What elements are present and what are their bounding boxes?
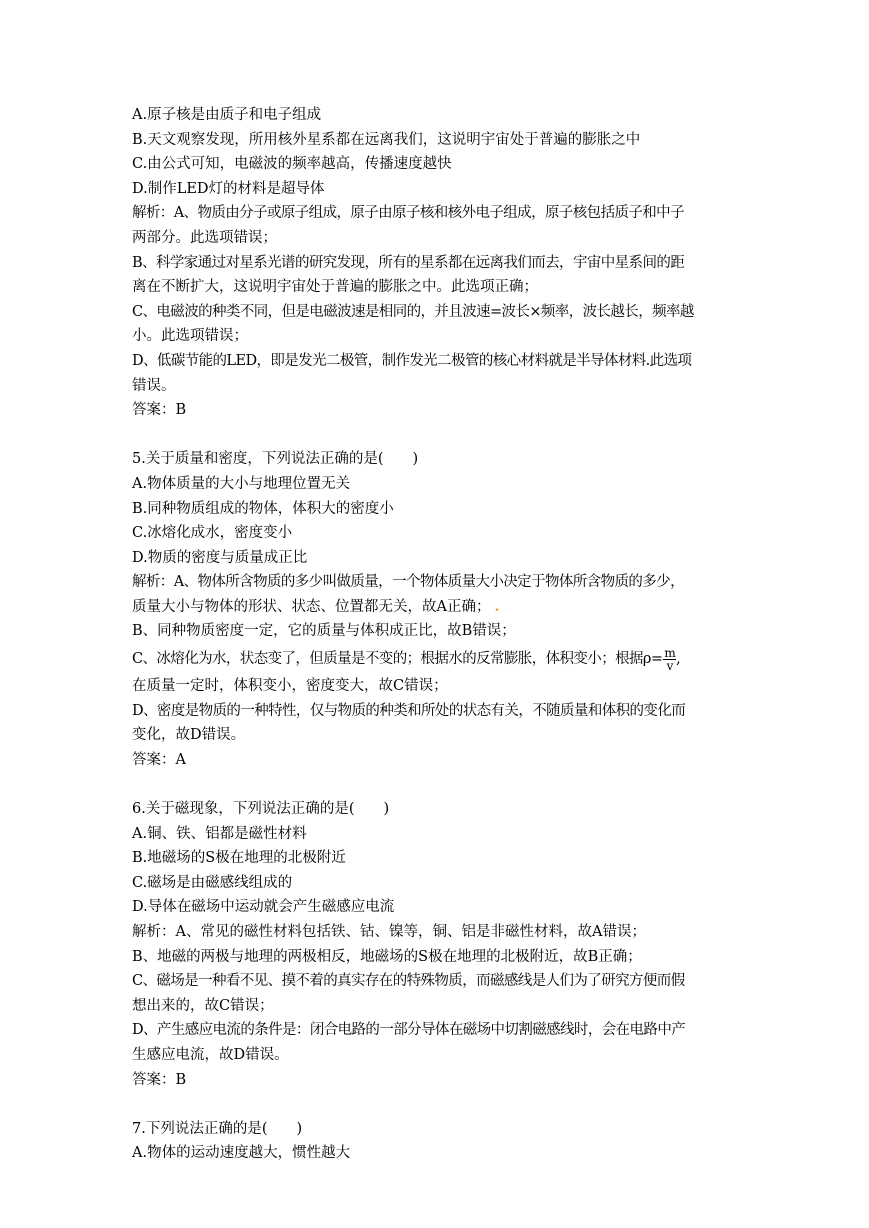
q7-stem: 7.下列说法正确的是( )	[132, 1120, 303, 1137]
q5-analysis-line: 变化，故D错误。	[132, 727, 246, 744]
q4-analysis-line: 离在不断扩大，这说明宇宙处于普遍的膨胀之中。此选项正确；	[132, 279, 538, 296]
q5-option-c: C.冰熔化成水，密度变小	[132, 525, 293, 542]
q6-option-d: D.导体在磁场中运动就会产生磁感应电流	[132, 899, 395, 916]
q5-analysis-formula-line	[132, 644, 742, 674]
q5-analysis-line: D、密度是物质的一种特性，仅与物质的种类和所处的状态有关，不随质量和体积的变化而	[132, 702, 686, 719]
formula-numerator: m	[664, 645, 676, 660]
spacer	[132, 1092, 742, 1117]
q6-answer: 答案：B	[132, 1071, 187, 1088]
q5-analysis-line: B、同种物质密度一定，它的质量与体积成正比，故B错误；	[132, 623, 516, 640]
formula-denominator: v	[666, 658, 673, 673]
spacer	[132, 423, 742, 448]
formula-tail: ,	[676, 651, 681, 668]
q4-analysis-line: C、电磁波的种类不同，但是电磁波速是相同的，并且波速=波长×频率，波长越长，频率越	[132, 303, 694, 320]
q4-option-a: A.原子核是由质子和电子组成	[132, 107, 322, 123]
q4-analysis-line: 小。此选项错误；	[132, 328, 248, 345]
density-formula	[663, 647, 676, 672]
highlight-mark: .	[494, 597, 500, 615]
q6-analysis-line: 解析：A、常见的磁性材料包括铁、钴、镍等，铜、铝是非磁性材料，故A错误；	[132, 924, 646, 940]
q5-answer: 答案：A	[132, 751, 186, 768]
q4-option-c: C.由公式可知，电磁波的频率越高，传播速度越快	[132, 156, 452, 173]
q6-option-b: B.地磁场的S极在地理的北极附近	[132, 850, 346, 867]
q5-analysis-text: 质量大小与物体的形状、状态、位置都无关，故A正确；	[132, 598, 491, 615]
q7-option-a: A.物体的运动速度越大，惯性越大	[132, 1145, 351, 1162]
q5-analysis-text: C、冰熔化为水，状态变了，但质量是不变的；根据水的反常膨胀，体积变小；根据ρ=	[132, 651, 663, 668]
q4-option-b: B.天文观察发现，所用核外星系都在远离我们，这说明宇宙处于普遍的膨胀之中	[132, 131, 641, 148]
q5-analysis-line: 在质量一定时，体积变小，密度变大，故C错误；	[132, 678, 448, 695]
q4-analysis-line: 错误。	[132, 377, 176, 394]
q6-analysis-line: C、磁场是一种看不见、摸不着的真实存在的特殊物质，而磁感线是人们为了研究方便而假	[132, 973, 685, 990]
q6-analysis-line: B、地磁的两极与地理的两极相反，地磁场的S极在地理的北极附近，故B正确；	[132, 948, 642, 965]
q6-analysis-line: 想出来的，故C错误；	[132, 997, 274, 1014]
q5-analysis-line	[132, 595, 742, 620]
q4-analysis-line: 两部分。此选项错误；	[132, 229, 277, 246]
q4-option-d: D.制作LED灯的材料是超导体	[132, 180, 325, 197]
q4-analysis-line: 解析：A、物质由分子或原子组成，原子由原子核和核外电子组成，原子核包括质子和中子	[132, 205, 684, 222]
q4-analysis-line: B、科学家通过对星系光谱的研究发现，所有的星系都在远离我们而去，宇宙中星系间的距	[132, 254, 685, 271]
q6-option-c: C.磁场是由磁感线组成的	[132, 874, 293, 891]
q6-analysis-line: 生感应电流，故D错误。	[132, 1046, 289, 1063]
spacer	[132, 772, 742, 797]
page-content	[132, 103, 742, 1166]
q5-option-b: B.同种物质组成的物体，体积大的密度小	[132, 500, 394, 517]
q6-option-a: A.铜、铁、铝都是磁性材料	[132, 825, 307, 842]
q6-stem: 6.关于磁现象，下列说法正确的是( )	[132, 801, 390, 818]
q4-answer: 答案：B	[132, 402, 187, 419]
q6-analysis-line: D、产生感应电流的条件是：闭合电路的一部分导体在磁场中切割磁感线时，会在电路中产	[132, 1022, 686, 1039]
q4-analysis-line: D、低碳节能的LED，即是发光二极管，制作发光二极管的核心材料就是半导体材料.此选项	[132, 352, 692, 369]
q5-analysis-line: 解析：A、物体所含物质的多少叫做质量，一个物体质量大小决定于物体所含物质的多少，	[132, 574, 684, 591]
q5-option-a: A.物体质量的大小与地理位置无关	[132, 475, 351, 492]
q5-stem: 5.关于质量和密度，下列说法正确的是( )	[132, 451, 419, 468]
q5-option-d: D.物质的密度与质量成正比	[132, 549, 308, 566]
